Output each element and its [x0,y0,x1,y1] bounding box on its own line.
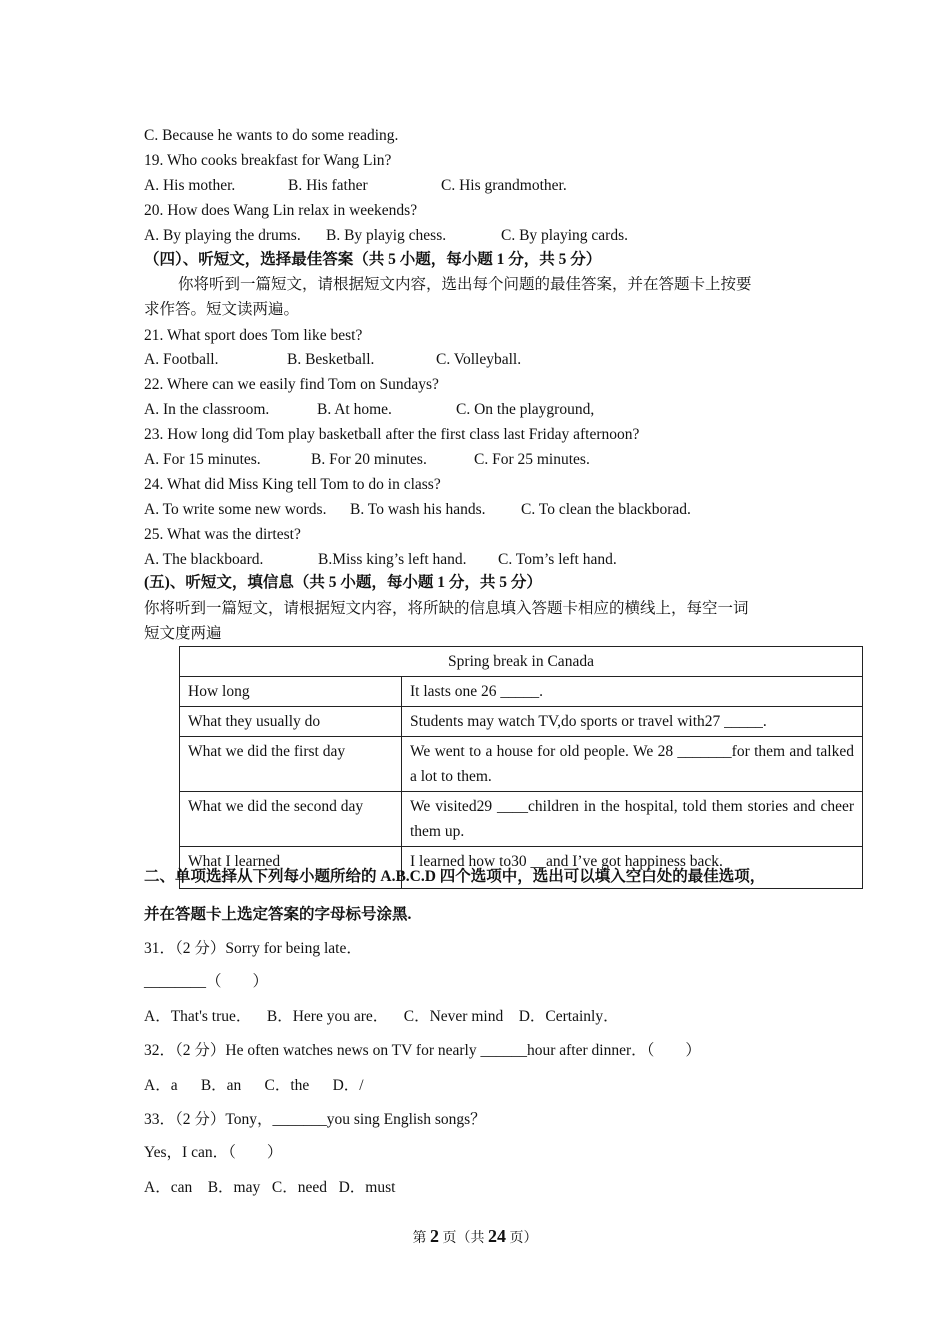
q31-answer-blank: ________（ ） [144,973,269,990]
question-33: 33．（2 分）Tony，_______you sing English songs？ [144,1111,486,1128]
q20-option-a: A. By playing the drums. [144,227,301,244]
question-22: 22. Where can we easily find Tom on Sundays? [144,376,439,393]
section-5-heading: (五)、听短文，填信息（共 5 小题，每小题 1 分，共 5 分） [144,574,542,591]
current-page-number: 2 [430,1226,439,1246]
table-row [180,737,863,792]
q19-option-b: B. His father [288,177,368,194]
q23-option-c: C. For 25 minutes. [474,451,590,468]
q25-option-a: A. The blackboard. [144,551,264,568]
q23-option-b: B. For 20 minutes. [311,451,427,468]
q21-option-b: B. Besketball. [287,351,375,368]
question-20: 20. How does Wang Lin relax in weekends? [144,202,418,219]
q31-options: A．That's true． B．Here you are． C．Never mind D．Certainly． [144,1008,619,1025]
q20-option-c: C. By playing cards. [501,227,628,244]
q33-options: A．can B．may C．need D．must [144,1179,396,1196]
row-label: What we did the second day [180,792,402,847]
q22-option-c: C. On the playground, [456,401,595,418]
q19-option-c: C. His grandmother. [441,177,567,194]
row-value: We visited29 ____children in the hospital, told them stories and cheer them up. [402,792,863,847]
part-2-heading-line2: 并在答题卡上选定答案的字母标号涂黑. [144,906,412,923]
question-24: 24. What did Miss King tell Tom to do in class? [144,476,441,493]
q22-option-b: B. At home. [317,401,392,418]
question-32: 32．（2 分）He often watches news on TV for nearly ______hour after dinner．（ ） [144,1042,701,1059]
q24-option-c: C. To clean the blackborad. [521,501,691,518]
table-row [180,677,863,707]
section-4-intro-line2: 求作答。短文读两遍。 [144,301,300,318]
page-footer [0,1226,950,1247]
q21-option-c: C. Volleyball. [436,351,522,368]
q22-option-a: A. In the classroom. [144,401,270,418]
table-title-row [180,647,863,677]
footer-suffix: 页） [506,1231,538,1246]
q20-option-b: B. By playig chess. [326,227,447,244]
q33-answer: Yes，I can．（ ） [144,1144,283,1161]
table-title: Spring break in Canada [180,647,863,677]
info-table [179,646,863,889]
section-4-intro-line1: 你将听到一篇短文，请根据短文内容，选出每个问题的最佳答案，并在答题卡上按要 [178,276,752,293]
row-value: I learned how to30 __and I’ve got happiness back. [402,847,863,889]
section-4-heading: （四）、听短文，选择最佳答案（共 5 小题，每小题 1 分，共 5 分） [144,251,602,268]
question-23: 23. How long did Tom play basketball after the first class last Friday afternoon? [144,426,640,443]
footer-prefix: 第 [412,1231,430,1246]
row-label: How long [180,677,402,707]
q23-option-a: A. For 15 minutes. [144,451,261,468]
section-5-intro-line1: 你将听到一篇短文，请根据短文内容，将所缺的信息填入答题卡相应的横线上，每空一词 [144,600,749,617]
row-value: We went to a house for old people. We 28 _______for them and talked a lot to them. [402,737,863,792]
q25-option-c: C. Tom’s left hand. [498,551,617,568]
section-5-intro-line2: 短文度两遍 [144,625,222,642]
part-2-heading-line1: 二、单项选择从下列每小题所给的 A.B.C.D 四个选项中，选出可以填入空白处的最佳选项， [144,868,766,885]
total-page-number: 24 [488,1226,506,1246]
table-row [180,792,863,847]
question-25: 25. What was the dirtest? [144,526,301,543]
q24-option-b: B. To wash his hands. [350,501,486,518]
row-label: What I learned [180,847,402,889]
table-row [180,707,863,737]
q18-option-c: C. Because he wants to do some reading. [144,127,399,144]
row-label: What they usually do [180,707,402,737]
question-31: 31．（2 分）Sorry for being late． [144,940,362,957]
q32-options: A．a B．an C．the D．/ [144,1077,364,1094]
row-label: What we did the first day [180,737,402,792]
q19-option-a: A. His mother. [144,177,236,194]
question-21: 21. What sport does Tom like best? [144,327,363,344]
footer-middle: 页（共 [439,1231,488,1246]
q24-option-a: A. To write some new words. [144,501,327,518]
row-value: Students may watch TV,do sports or travel with27 _____. [402,707,863,737]
row-value: It lasts one 26 _____. [402,677,863,707]
q21-option-a: A. Football. [144,351,219,368]
question-19: 19. Who cooks breakfast for Wang Lin? [144,152,392,169]
q25-option-b: B.Miss king’s left hand. [318,551,467,568]
